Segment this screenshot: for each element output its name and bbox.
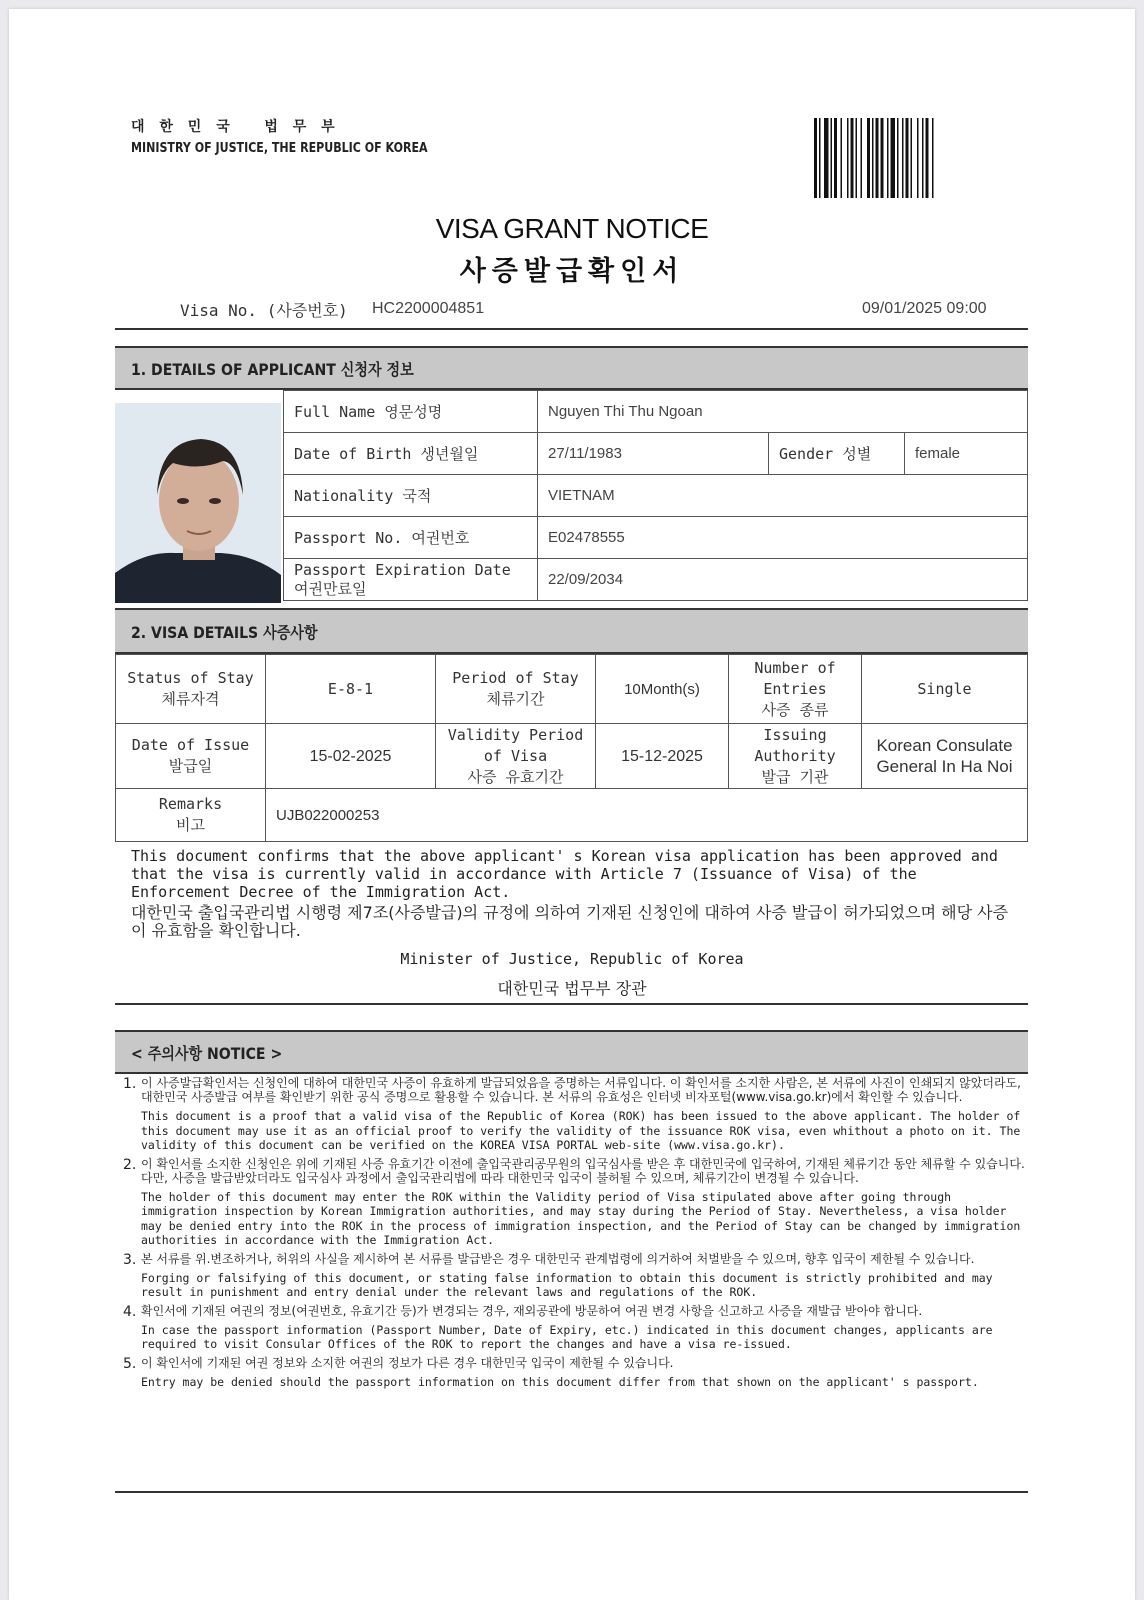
date-of-issue-label: Date of Issue 발급일 bbox=[116, 724, 266, 789]
barcode-bar bbox=[814, 118, 817, 198]
notice-header bbox=[115, 1030, 1028, 1074]
gender-value: female bbox=[905, 433, 1028, 475]
barcode-bar bbox=[856, 118, 858, 198]
ministry-english: MINISTRY OF JUSTICE, THE REPUBLIC OF KOREA bbox=[131, 141, 428, 156]
notice-list bbox=[123, 1076, 1028, 1393]
notice-korean: 이 확인서를 소지한 신청인은 위에 기재된 사증 유효기간 이전에 출입국관리공무원의 입국심사를 받은 후 대한민국에 입국하여, 기재된 체류기간 동안 체류할 수 있습니다. 다만, 사증을 발급받았더라도 입국심사 과정에서 출입국관리법에 따라 대한민국 입국이 불허될 수 있으며, 체류기간이 변경될 수 있습니다. bbox=[141, 1156, 1025, 1185]
number-of-entries-value: Single bbox=[862, 655, 1028, 724]
applicant-details-table bbox=[283, 390, 1028, 601]
barcode-bar bbox=[932, 118, 934, 198]
barcode-bar bbox=[834, 118, 837, 198]
table-row bbox=[116, 724, 1028, 789]
notice-english: In case the passport information (Passport Number, Date of Expiry, etc.) indicated in this document changes, applicants are required to visit Consular Offices of the ROK to report the changes and have a visa re-issued. bbox=[141, 1322, 993, 1351]
table-row bbox=[116, 789, 1028, 842]
title-english: VISA GRANT NOTICE bbox=[435, 213, 709, 244]
notice-item bbox=[123, 1304, 1028, 1352]
remarks-label: Remarks 비고 bbox=[116, 789, 266, 842]
table-row bbox=[284, 517, 1028, 559]
gender-label: Gender 성별 bbox=[769, 433, 905, 475]
status-of-stay-value: E-8-1 bbox=[266, 655, 436, 724]
barcode-bar bbox=[911, 118, 913, 198]
barcode-bar bbox=[847, 118, 849, 198]
barcode-bar bbox=[824, 118, 829, 198]
barcode-bar bbox=[831, 118, 833, 198]
notice-number: 1. bbox=[123, 1076, 137, 1092]
barcode-bar bbox=[841, 118, 843, 198]
barcode-bar bbox=[867, 118, 870, 198]
issue-datetime: 09/01/2025 09:00 bbox=[862, 300, 987, 317]
status-of-stay-label: Status of Stay 체류자격 bbox=[116, 655, 266, 724]
confirmation-english: This document confirms that the above applicant' s Korean visa application has been approved and that the visa is currently valid in accordance with Article 7 (Issuance of Visa) of the Enforcement Decree of the Immigration Act. bbox=[131, 847, 998, 901]
barcode-bar bbox=[819, 118, 821, 198]
table-row bbox=[284, 559, 1028, 601]
section-visa-header bbox=[115, 608, 1028, 654]
notice-korean: 이 확인서에 기재된 여권 정보와 소지한 여권의 정보가 다른 경우 대한민국 입국이 제한될 수 있습니다. bbox=[141, 1355, 674, 1370]
notice-item bbox=[123, 1076, 1028, 1153]
minister-korean: 대한민국 법무부 장관 bbox=[497, 979, 647, 998]
barcode-bar bbox=[887, 118, 889, 198]
issuing-authority-value: Korean Consulate General In Ha Noi bbox=[862, 724, 1028, 789]
barcode bbox=[814, 118, 986, 198]
barcode-bar bbox=[861, 118, 863, 198]
validity-period-label: Validity Period of Visa 사증 유효기간 bbox=[436, 724, 596, 789]
dob-value: 27/11/1983 bbox=[538, 433, 769, 475]
confirmation-korean: 대한민국 출입국관리법 시행령 제7조(사증발급)의 규정에 의하여 기재된 신청인에 대하여 사증 발급이 허가되었으며 해당 사증이 유효함을 확인합니다. bbox=[131, 903, 1009, 940]
remarks-value: UJB022000253 bbox=[266, 789, 1028, 842]
passport-expiration-value: 22/09/2034 bbox=[538, 559, 1028, 601]
full-name-label: Full Name 영문성명 bbox=[284, 391, 538, 433]
ministry-korean: 대 한 민 국 법 무 부 bbox=[131, 119, 340, 135]
full-name-value: Nguyen Thi Thu Ngoan bbox=[538, 391, 1028, 433]
divider bbox=[115, 1491, 1028, 1493]
visa-number-label: Visa No. (사증번호) bbox=[180, 301, 348, 320]
notice-english: Forging or falsifying of this document, or stating false information to obtain this document is strictly prohibited and may result in punishment and entry denial under the relevant laws and regulations of the ROK. bbox=[141, 1270, 993, 1299]
period-of-stay-label: Period of Stay 체류기간 bbox=[436, 655, 596, 724]
notice-korean: 본 서류를 위.변조하거나, 허위의 사실을 제시하여 본 서류를 발급받은 경우 대한민국 관계법령에 의거하여 처벌받을 수 있으며, 향후 입국이 제한될 수 있습니다. bbox=[141, 1251, 975, 1266]
table-row bbox=[284, 475, 1028, 517]
table-row bbox=[284, 433, 1028, 475]
barcode-bar bbox=[876, 118, 879, 198]
barcode-bar bbox=[902, 118, 904, 198]
notice-item bbox=[123, 1356, 1028, 1390]
title-korean: 사증발급확인서 bbox=[459, 256, 685, 287]
notice-number: 4. bbox=[123, 1303, 137, 1320]
notice-number: 5. bbox=[123, 1355, 137, 1372]
divider bbox=[115, 1003, 1028, 1005]
notice-korean: 확인서에 기재된 여권의 정보(여권번호, 유효기간 등)가 변경되는 경우, 재외공관에 방문하여 여권 변경 사항을 신고하고 사증을 재발급 받아야 합니다. bbox=[141, 1303, 923, 1318]
visa-details-table bbox=[115, 654, 1028, 842]
nationality-value: VIETNAM bbox=[538, 475, 1028, 517]
notice-item bbox=[123, 1157, 1028, 1248]
visa-number-value: HC2200004851 bbox=[372, 300, 485, 317]
applicant-photo bbox=[115, 403, 281, 603]
barcode-bar bbox=[906, 118, 909, 198]
nationality-label: Nationality 국적 bbox=[284, 475, 538, 517]
minister-english: Minister of Justice, Republic of Korea bbox=[400, 950, 744, 968]
number-of-entries-label: Number of Entries 사증 종류 bbox=[729, 655, 862, 724]
notice-english: Entry may be denied should the passport information on this document differ from that shown on the applicant' s passport. bbox=[141, 1374, 979, 1389]
dob-label: Date of Birth 생년월일 bbox=[284, 433, 538, 475]
table-row bbox=[284, 391, 1028, 433]
barcode-bar bbox=[881, 118, 884, 198]
date-of-issue-value: 15-02-2025 bbox=[266, 724, 436, 789]
validity-period-value: 15-12-2025 bbox=[596, 724, 729, 789]
section-applicant-header bbox=[115, 346, 1028, 390]
section-visa-title: 2. VISA DETAILS 사증사항 bbox=[131, 622, 318, 642]
notice-number: 3. bbox=[123, 1251, 137, 1268]
notice-english: The holder of this document may enter the ROK within the Validity period of Visa stipulated above after going through immigration inspection by Korean Immigration authorities, and may stay during the Period of Stay. Nevertheless, a visa holder may be denied entry into the ROK in the process of immigration inspection, and the Period of Stay can be changed by immigration authorities in accordance with the Immigration Act. bbox=[141, 1189, 1021, 1247]
passport-number-value: E02478555 bbox=[538, 517, 1028, 559]
barcode-bar bbox=[922, 118, 924, 198]
section-applicant-title: 1. DETAILS OF APPLICANT 신청자 정보 bbox=[131, 359, 414, 379]
issuing-authority-label: Issuing Authority 발급 기관 bbox=[729, 724, 862, 789]
barcode-bar bbox=[917, 118, 919, 198]
barcode-bar bbox=[851, 118, 854, 198]
notice-item bbox=[123, 1252, 1028, 1300]
period-of-stay-value: 10Month(s) bbox=[596, 655, 729, 724]
table-row bbox=[116, 655, 1028, 724]
divider bbox=[115, 328, 1028, 330]
barcode-bar bbox=[891, 118, 896, 198]
notice-number: 2. bbox=[123, 1156, 137, 1173]
barcode-bar bbox=[897, 118, 899, 198]
barcode-bar bbox=[872, 118, 874, 198]
passport-number-label: Passport No. 여권번호 bbox=[284, 517, 538, 559]
notice-title: < 주의사항 NOTICE > bbox=[131, 1043, 283, 1063]
notice-korean: 이 사증발급확인서는 신청인에 대하여 대한민국 사증이 유효하게 발급되었음을 증명하는 서류입니다. 이 확인서를 소지한 사람은, 본 서류에 사진이 인쇄되지 않았더라도, 대한민국 사증발급 여부를 확인받기 위한 공식 증명으로 활용할 수 있습니다. 본 서류의 유효성은 인터넷 비자포털(www.visa.go.kr)에서 확인할 수 있습니다. bbox=[141, 1076, 1021, 1104]
barcode-bar bbox=[926, 118, 929, 198]
notice-english: This document is a proof that a valid visa of the Republic of Korea (ROK) has been issued to the above applicant. The holder of this document may use it as an official proof to verify the validity of the issuance ROK visa, even whithout a photo on it. The validity of this document can be verified on the KOREA VISA PORTAL web-site (www.visa.go.kr). bbox=[141, 1109, 1021, 1152]
passport-expiration-label: Passport Expiration Date 여권만료일 bbox=[284, 559, 538, 601]
